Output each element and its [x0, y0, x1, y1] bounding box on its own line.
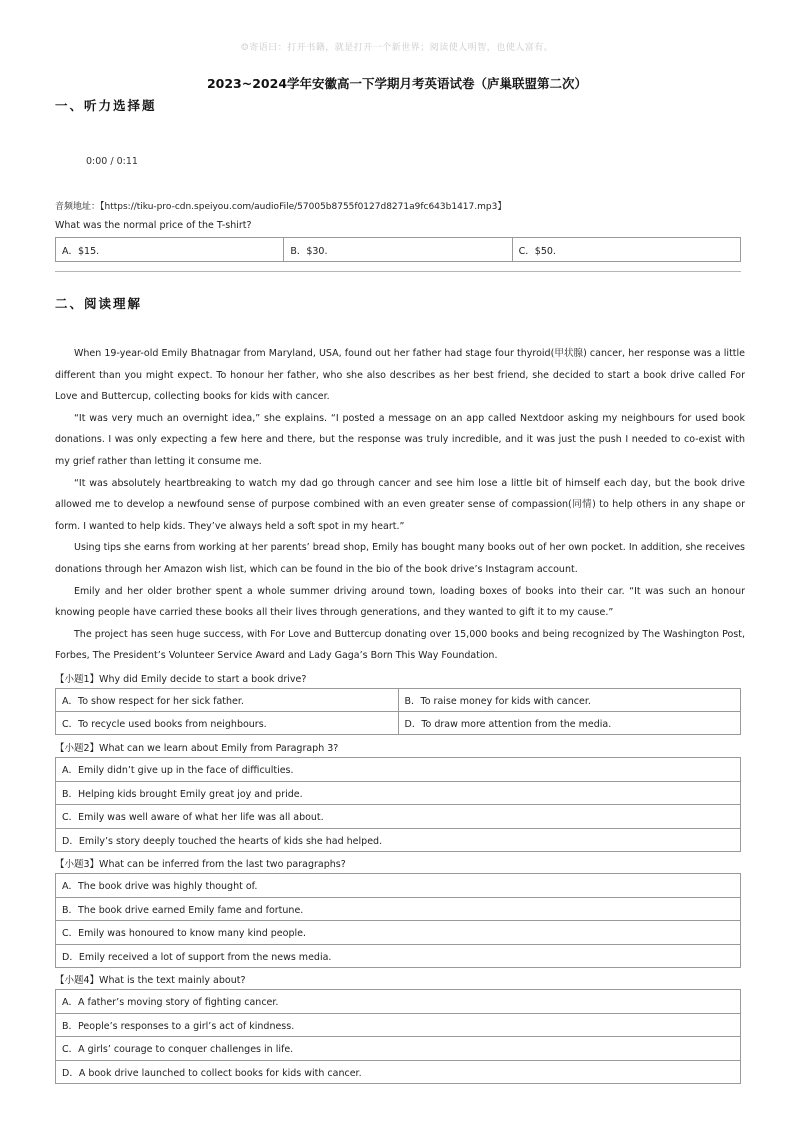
exam-title: 2023~2024学年安徽高一下学期月考英语试卷（庐巢联盟第二次）	[206, 76, 588, 91]
passage-paragraph: The project has seen huge success, with For Love and Buttercup donating over 15,000 books and being recognized by The Washington Post, Forbes, The President’s Volunteer Service Award and Lady Gaga’s Born This Way Foundation.	[55, 628, 745, 662]
question-2-option-c[interactable]: C．Emily was well aware of what her life was all about.	[56, 805, 741, 829]
question-1-option-a[interactable]: A．To show respect for her sick father.	[56, 689, 399, 712]
question-4-option-d[interactable]: D．A book drive launched to collect books for kids with cancer.	[56, 1060, 741, 1084]
question-1-option-b[interactable]: B．To raise money for kids with cancer.	[398, 689, 741, 712]
passage-paragraph: Emily and her older brother spent a whole summer driving around town, loading boxes of books into their car. “It was such an honour knowing people have carried these books all their lives through generations, and they wanted to gift it to my cause.”	[55, 585, 745, 619]
watermark-motto: ☺寄语曰：打开书籍，就是打开一个新世界；阅读使人明智，也使人富有。	[240, 43, 554, 53]
question-3-option-c[interactable]: C．Emily was honoured to know many kind people.	[56, 921, 741, 945]
question-4-option-c[interactable]: C．A girls’ courage to conquer challenges in life.	[56, 1037, 741, 1061]
section-heading-listening: 一、听力选择题	[55, 98, 157, 113]
audio-player-time[interactable]: 0:00 / 0:11	[86, 156, 138, 167]
question-4-option-a[interactable]: A．A father’s moving story of fighting cancer.	[56, 990, 741, 1014]
passage-paragraph: “It was very much an overnight idea,” she explains. “I posted a message on an app called Nextdoor asking my neighbours for used book donations. I was only expecting a few here and there, but the response was truly incredible, and it was just the push I needed to co-exist with my grief rather than letting it consume me.	[55, 412, 745, 467]
question-2-option-a[interactable]: A．Emily didn’t give up in the face of difficulties.	[56, 758, 741, 782]
listening-option-a[interactable]: A．$15.	[56, 238, 284, 262]
audio-url[interactable]: 音频地址：【https://tiku-pro-cdn.speiyou.com/audioFile/57005b8755f0127d8271a9fc643b1417.mp3】	[55, 202, 507, 212]
question-4-options	[55, 989, 741, 1084]
listening-options	[55, 237, 741, 262]
listening-option-c[interactable]: C．$50.	[512, 238, 740, 262]
question-2-options	[55, 757, 741, 852]
question-2-option-b[interactable]: B．Helping kids brought Emily great joy and pride.	[56, 781, 741, 805]
question-4-stem: 【小题4】What is the text mainly about?	[55, 975, 246, 986]
passage-paragraph: When 19-year-old Emily Bhatnagar from Maryland, USA, found out her father had stage four thyroid(甲状腺) cancer, her response was a little different than you might expect. To honour her father, who she also describes as her best friend, she decided to start a book drive called For Love and Buttercup, collecting books for kids with cancer.	[55, 348, 745, 403]
question-1-stem: 【小题1】Why did Emily decide to start a book drive?	[55, 674, 307, 685]
question-3-option-d[interactable]: D．Emily received a lot of support from the news media.	[56, 944, 741, 968]
question-3-option-a[interactable]: A．The book drive was highly thought of.	[56, 874, 741, 898]
passage-paragraph: Using tips she earns from working at her parents’ bread shop, Emily has bought many books out of her own pocket. In addition, she receives donations through her Amazon wish list, which can be found in the bio of the book drive’s Instagram account.	[55, 542, 745, 575]
question-2-stem: 【小题2】What can we learn about Emily from Paragraph 3?	[55, 743, 339, 754]
section-divider	[55, 271, 741, 272]
passage-paragraph: “It was absolutely heartbreaking to watch my dad go through cancer and see him lose a little bit of himself each day, but the book drive allowed me to develop a newfound sense of purpose combined with an even greater sense of compassion(同情) to help others in any shape or form. I wanted to help kids. They’ve always held a soft spot in my heart.”	[55, 477, 745, 532]
question-3-stem: 【小题3】What can be inferred from the last two paragraphs?	[55, 859, 346, 870]
question-3-option-b[interactable]: B．The book drive earned Emily fame and fortune.	[56, 897, 741, 921]
question-1-option-d[interactable]: D．To draw more attention from the media.	[398, 712, 741, 735]
reading-passage	[55, 343, 745, 667]
listening-option-b[interactable]: B．$30.	[284, 238, 512, 262]
question-4-option-b[interactable]: B．People’s responses to a girl’s act of kindness.	[56, 1013, 741, 1037]
question-2-option-d[interactable]: D．Emily’s story deeply touched the hearts of kids she had helped.	[56, 828, 741, 852]
question-1-option-c[interactable]: C．To recycle used books from neighbours.	[56, 712, 399, 735]
question-3-options	[55, 873, 741, 968]
section-heading-reading: 二、阅读理解	[55, 296, 143, 311]
listening-question: What was the normal price of the T-shirt?	[55, 220, 252, 231]
question-1-options	[55, 688, 741, 735]
